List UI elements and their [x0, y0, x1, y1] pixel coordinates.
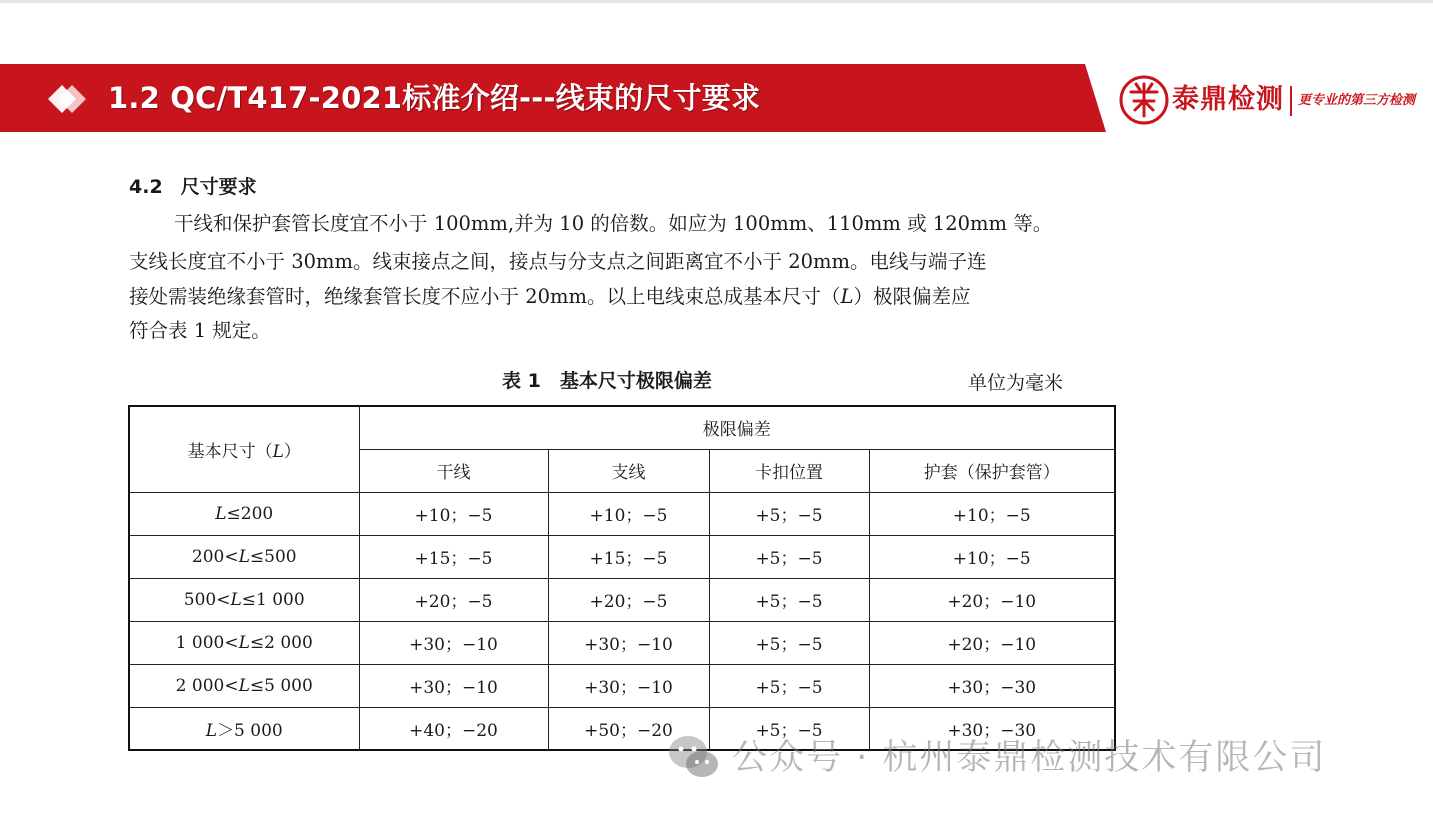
table-unit: 单位为毫米: [968, 372, 1064, 394]
cell-sheath: +30；−30: [869, 707, 1115, 750]
wechat-icon: [666, 732, 722, 782]
section-title: 尺寸要求: [180, 176, 257, 198]
row-size: 500<L≤1 000: [129, 578, 359, 621]
top-divider: [0, 0, 1433, 3]
header-col-sheath: 护套（保护套管）: [869, 449, 1115, 492]
cell-clip: +5；−5: [709, 664, 869, 707]
cell-clip: +5；−5: [709, 492, 869, 535]
header-basic-symbol: L: [272, 441, 284, 462]
header-col-trunk: 干线: [359, 449, 548, 492]
row-size: 1 000<L≤2 000: [129, 621, 359, 664]
header-tolerance-group: 极限偏差: [359, 406, 1115, 449]
cell-trunk: +30；−10: [359, 664, 548, 707]
row-size: 200<L≤500: [129, 535, 359, 578]
cell-trunk: +30；−10: [359, 621, 548, 664]
diamonds-icon: [34, 82, 94, 116]
header-col-branch: 支线: [548, 449, 709, 492]
table-row: [129, 578, 1115, 621]
cell-trunk: +20；−5: [359, 578, 548, 621]
brand-block: [1114, 72, 1433, 130]
header-basic-suffix: ）: [283, 441, 301, 462]
page-title: 1.2 QC/T417-2021标准介绍---线束的尺寸要求: [108, 81, 761, 115]
cell-sheath: +20；−10: [869, 578, 1115, 621]
table-row: [129, 621, 1115, 664]
watermark: [666, 730, 1406, 786]
cell-branch: +50；−20: [548, 707, 709, 750]
header-basic-size: [129, 406, 359, 492]
cell-branch: +10；−5: [548, 492, 709, 535]
header-basic-prefix: 基本尺寸（: [187, 441, 273, 462]
table-row: [129, 535, 1115, 578]
paragraph-line-3-tail: ）极限偏差应: [853, 285, 971, 308]
cell-trunk: +40；−20: [359, 707, 548, 750]
cell-sheath: +10；−5: [869, 535, 1115, 578]
cell-trunk: +15；−5: [359, 535, 548, 578]
table-caption: 表 1 基本尺寸极限偏差: [502, 370, 712, 392]
brand-name: 泰鼎检测: [1172, 84, 1284, 115]
cell-clip: +5；−5: [709, 578, 869, 621]
section-number: 4.2: [129, 176, 163, 198]
cell-branch: +20；−5: [548, 578, 709, 621]
paragraph-line-3: [129, 280, 970, 314]
cell-branch: +30；−10: [548, 621, 709, 664]
header-col-clip-position: 卡扣位置: [709, 449, 869, 492]
row-size: L＞5 000: [129, 707, 359, 750]
watermark-text: 公众号 · 杭州泰鼎检测技术有限公司: [732, 738, 1327, 778]
cell-branch: +15；−5: [548, 535, 709, 578]
paragraph-line-4: 符合表 1 规定。: [129, 319, 271, 342]
cell-trunk: +10；−5: [359, 492, 548, 535]
brand-logo-icon: [1118, 74, 1170, 126]
section-heading: [129, 172, 257, 202]
cell-sheath: +20；−10: [869, 621, 1115, 664]
brand-slogan: 更专业的第三方检测: [1298, 93, 1416, 108]
brand-separator: [1290, 86, 1292, 116]
cell-sheath: +10；−5: [869, 492, 1115, 535]
cell-clip: +5；−5: [709, 535, 869, 578]
paragraph-line-2: 支线长度宜不小于 30mm。线束接点之间，接点与分支点之间距离宜不小于 20mm。电线与端子连: [129, 250, 987, 273]
cell-sheath: +30；−30: [869, 664, 1115, 707]
table-row: [129, 492, 1115, 535]
paragraph-line-3-symbol: L: [840, 285, 854, 308]
paragraph-line-3-text: 接处需装绝缘套管时，绝缘套管长度不应小于 20mm。以上电线束总成基本尺寸（: [129, 285, 841, 308]
paragraph-line-1: 干线和保护套管长度宜不小于 100mm,并为 10 的倍数。如应为 100mm、110mm 或 120mm 等。: [174, 212, 1053, 235]
row-size: L≤200: [129, 492, 359, 535]
row-size: 2 000<L≤5 000: [129, 664, 359, 707]
cell-clip: +5；−5: [709, 621, 869, 664]
cell-branch: +30；−10: [548, 664, 709, 707]
cell-clip: +5；−5: [709, 707, 869, 750]
tolerance-table: [128, 405, 1116, 751]
table-row: [129, 664, 1115, 707]
